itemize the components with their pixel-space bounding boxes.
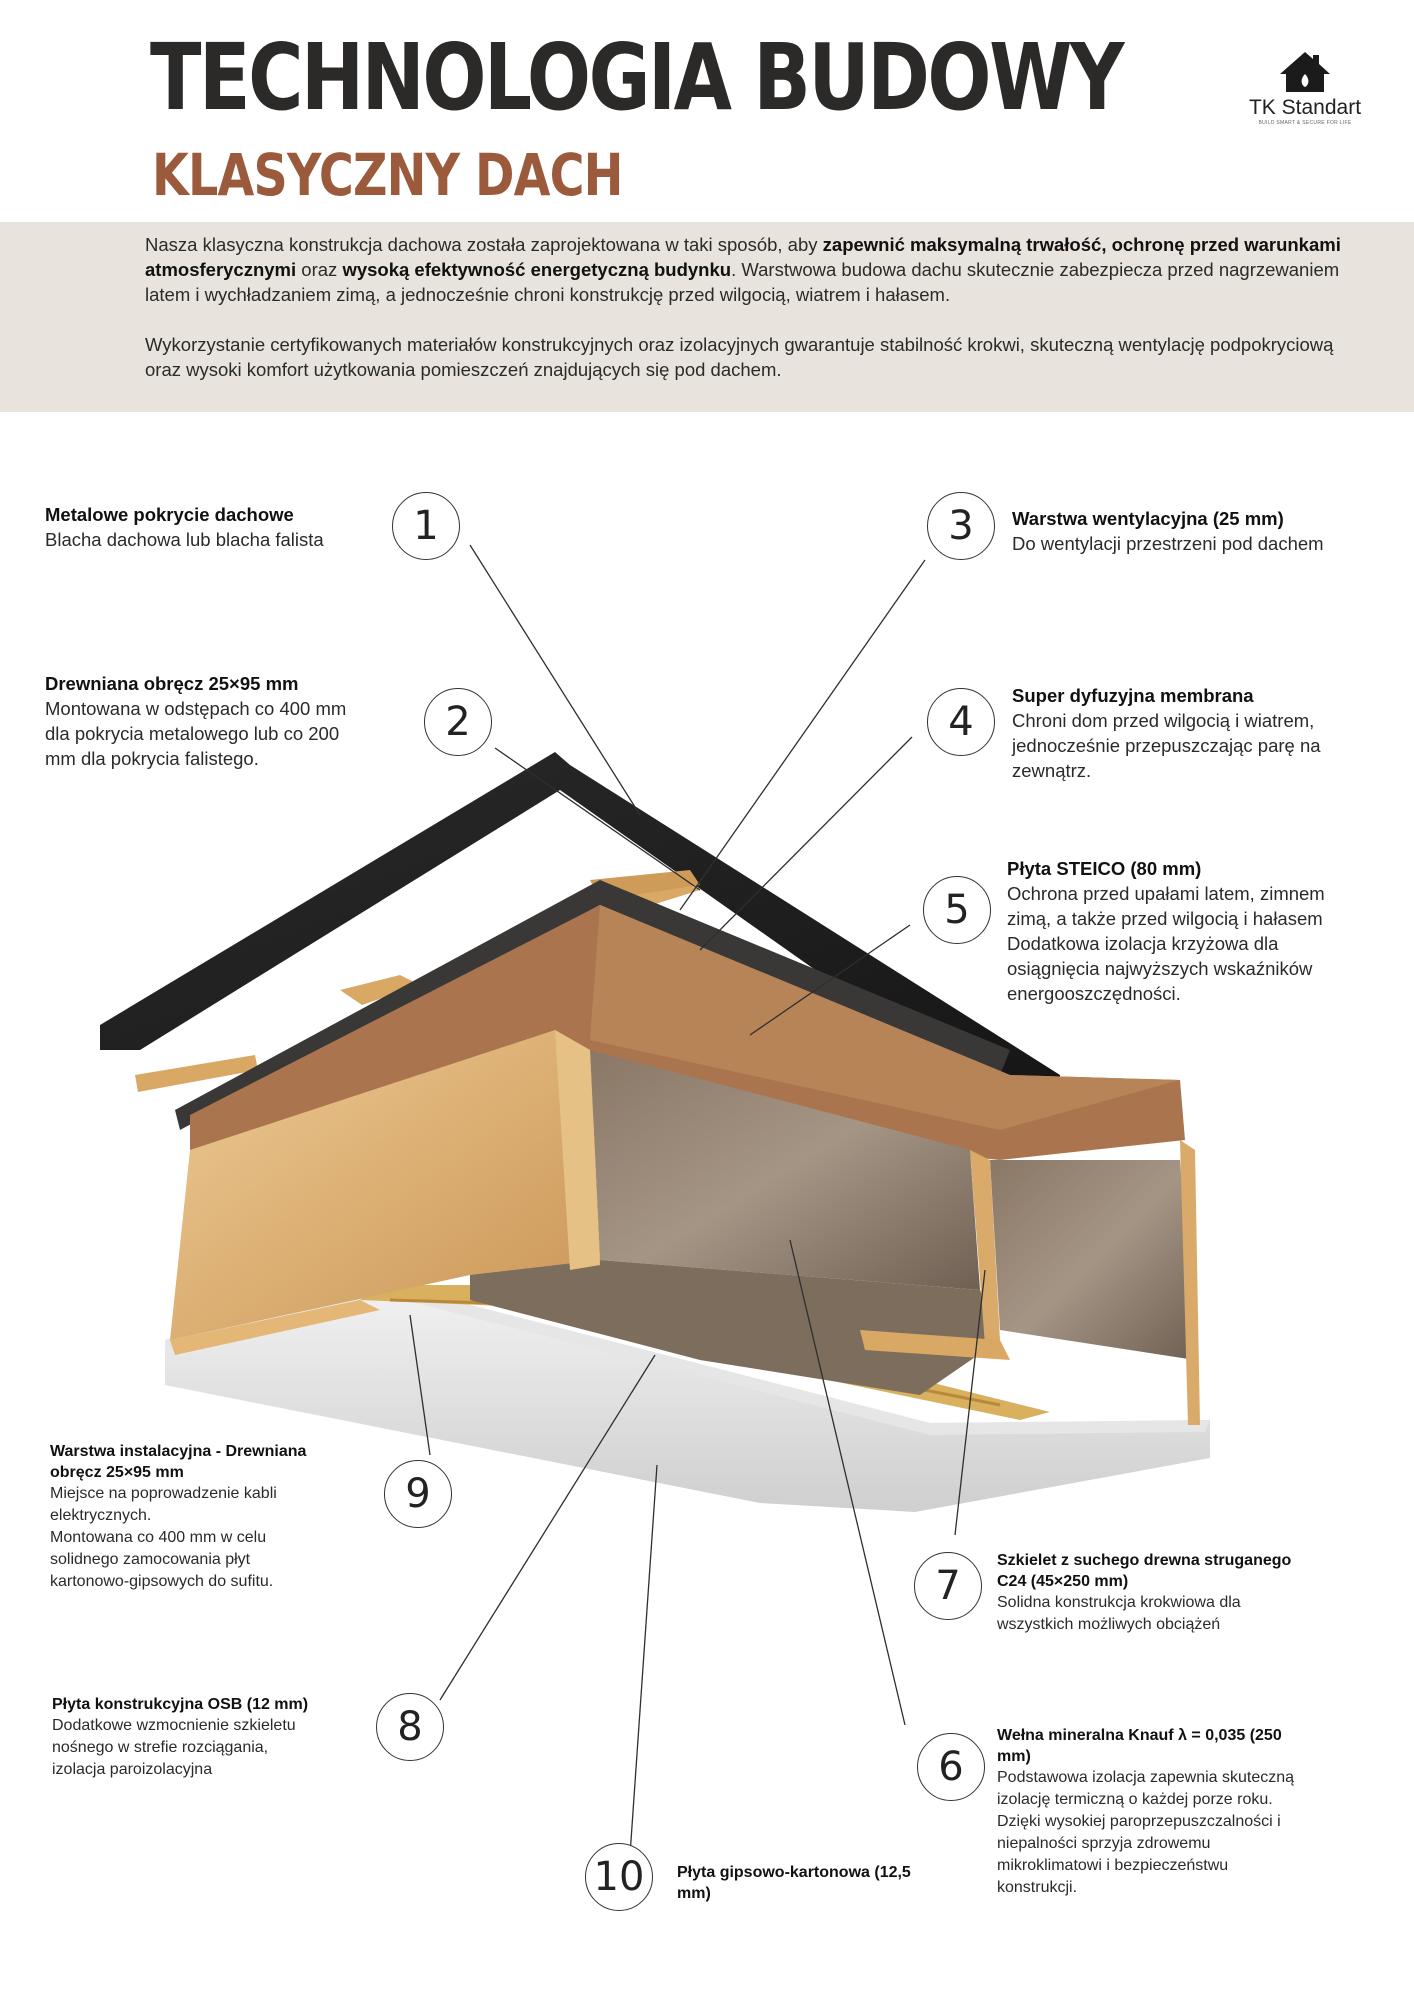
callout-number-8: 8 bbox=[376, 1693, 444, 1761]
callout-number-7: 7 bbox=[914, 1552, 982, 1620]
callout-number-6: 6 bbox=[917, 1733, 985, 1801]
layer-label-6 bbox=[997, 1725, 1397, 1899]
intro-text-1e: . Warstwowa budowa dachu skutecznie zabezpiecza przed nagrzewaniem latem i wychładzaniem zimą, a jednocześnie chroni konstrukcję przed wilgocią, wiatrem i hałasem. bbox=[145, 259, 1340, 305]
callout-number-1: 1 bbox=[392, 492, 460, 560]
layer-label-5 bbox=[1007, 857, 1407, 1006]
brand-name: TK Standart bbox=[1248, 96, 1362, 119]
layer-title-2: Drewniana obręcz 25×95 mm bbox=[45, 673, 299, 694]
layer-title-6: Wełna mineralna Knauf λ = 0,035 (250 mm) bbox=[997, 1727, 1282, 1765]
layer-title-1: Metalowe pokrycie dachowe bbox=[45, 504, 294, 525]
layer-desc-7: Solidna konstrukcja krokwiowa dla wszystkich możliwych obciążeń bbox=[997, 1594, 1241, 1633]
house-icon bbox=[1278, 50, 1332, 94]
callout-number-9: 9 bbox=[384, 1460, 452, 1528]
intro-section bbox=[0, 222, 1414, 412]
intro-paragraph-2: Wykorzystanie certyfikowanych materiałów konstrukcyjnych oraz izolacyjnych gwarantuje stabilność krokwi, skuteczną wentylację podpokryciową oraz wysoki komfort użytkowania pomieszczeń znajdujących się pod dachem. bbox=[145, 334, 1334, 380]
layer-desc-9: Miejsce na poprowadzenie kabli elektrycznych. Montowana co 400 mm w celu solidnego zamocowania płyt kartonowo-gipsowych do sufitu. bbox=[50, 1485, 277, 1590]
layer-title-3: Warstwa wentylacyjna (25 mm) bbox=[1012, 508, 1284, 529]
callout-number-5: 5 bbox=[923, 876, 991, 944]
callout-number-4: 4 bbox=[927, 688, 995, 756]
brand-tagline: BUILD SMART & SECURE FOR LIFE bbox=[1258, 120, 1352, 126]
layer-label-8 bbox=[52, 1694, 372, 1781]
layer-title-10: Płyta gipsowo-kartonowa (12,5 mm) bbox=[677, 1864, 911, 1902]
callout-number-10: 10 bbox=[585, 1843, 653, 1911]
layer-label-10 bbox=[677, 1862, 967, 1904]
layer-desc-4: Chroni dom przed wilgocią i wiatrem, jednocześnie przepuszczając parę na zewnątrz. bbox=[1012, 710, 1321, 781]
intro-paragraph-1 bbox=[145, 232, 1345, 307]
layer-desc-3: Do wentylacji przestrzeni pod dachem bbox=[1012, 533, 1324, 554]
layer-desc-6: Podstawowa izolacja zapewnia skuteczną izolację termiczną o każdej porze roku. Dzięki wysokiej paroprzepuszczalności i niepalności sprzyja zdrowemu mikroklimatowi i bezpieczeństwu konstrukcji. bbox=[997, 1769, 1295, 1896]
intro-highlight-1: zapewnić maksymalną trwałość, ochronę przed warunkami atmosferycznymi bbox=[145, 234, 1341, 280]
layer-desc-2: Montowana w odstępach co 400 mm dla pokrycia metalowego lub co 200 mm dla pokrycia falistego. bbox=[45, 698, 347, 769]
intro-text-1a: Nasza klasyczna konstrukcja dachowa została zaprojektowana w taki sposób, aby bbox=[145, 234, 823, 255]
layer-desc-8: Dodatkowe wzmocnienie szkieletu nośnego w strefie rozciągania, izolacja paroizolacyjna bbox=[52, 1717, 296, 1778]
brand-logo bbox=[1230, 50, 1380, 132]
layer-desc-1: Blacha dachowa lub blacha falista bbox=[45, 529, 324, 550]
layer-label-1 bbox=[45, 503, 385, 552]
layer-label-2 bbox=[45, 672, 415, 771]
callout-number-3: 3 bbox=[927, 492, 995, 560]
intro-text-1c: oraz bbox=[296, 259, 343, 280]
layer-label-7 bbox=[997, 1550, 1397, 1636]
page-subtitle: KLASYCZNY DACH bbox=[152, 141, 623, 209]
layer-title-5: Płyta STEICO (80 mm) bbox=[1007, 858, 1202, 879]
layer-label-9 bbox=[50, 1441, 380, 1593]
layer-title-4: Super dyfuzyjna membrana bbox=[1012, 685, 1254, 706]
page-title: TECHNOLOGIA BUDOWY bbox=[150, 24, 1122, 131]
callout-number-2: 2 bbox=[424, 688, 492, 756]
layer-label-4 bbox=[1012, 684, 1402, 783]
intro-highlight-2: wysoką efektywność energetyczną budynku bbox=[342, 259, 732, 280]
mineral-wool-layer bbox=[990, 1160, 1195, 1360]
layer-title-9: Warstwa instalacyjna - Drewniana obręcz 25×95 mm bbox=[50, 1443, 307, 1481]
layer-title-8: Płyta konstrukcyjna OSB (12 mm) bbox=[52, 1696, 309, 1713]
layer-title-7: Szkielet z suchego drewna struganego C24 (45×250 mm) bbox=[997, 1552, 1292, 1590]
layer-desc-5: Ochrona przed upałami latem, zimnem zimą, a także przed wilgocią i hałasem Dodatkowa izolacja krzyżowa dla osiągnięcia najwyższych wskaźników energooszczędności. bbox=[1007, 883, 1325, 1004]
layer-label-3 bbox=[1012, 507, 1412, 556]
